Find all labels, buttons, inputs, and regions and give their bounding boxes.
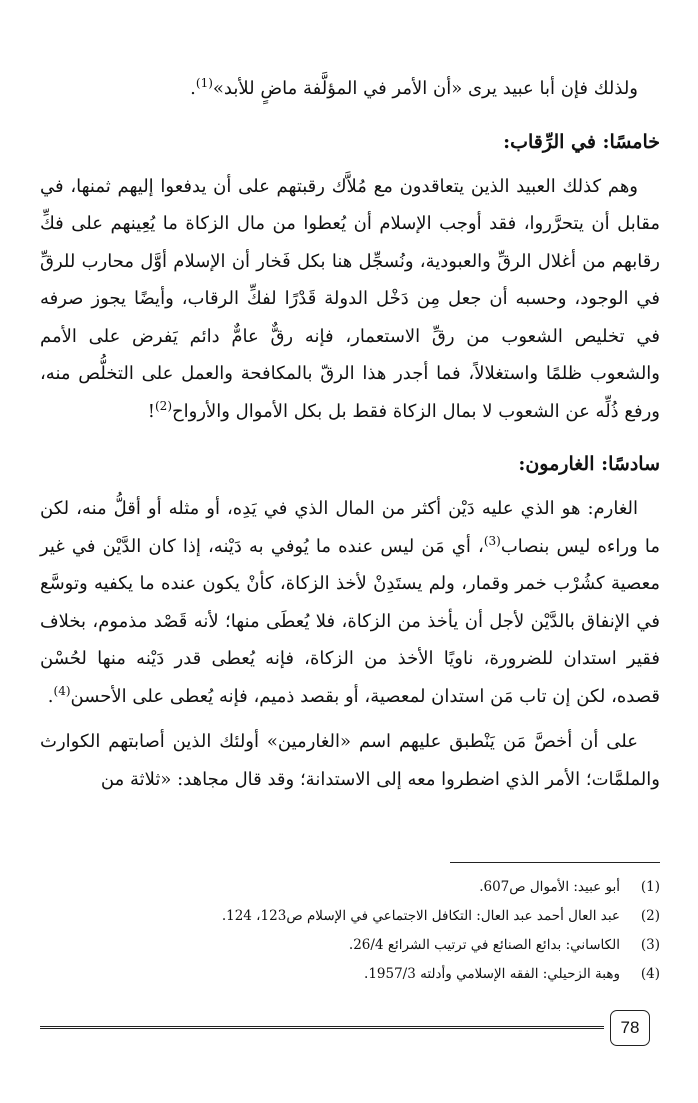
footnote-number: (1) <box>640 879 660 895</box>
page-body <box>40 70 660 798</box>
footnote-ref-1: (1) <box>195 76 213 90</box>
heading-riqab: خامسًا: في الرِّقاب: <box>503 130 660 153</box>
footnote-ref-3: (3) <box>483 533 501 548</box>
footnote-text: أبو عبيد: الأموال ص607. <box>479 879 620 895</box>
paragraph-3-text-a: الغارم: هو الذي عليه دَيْن أكثر من المال الذي في يَدِه، أو مثله أو أقلُّ منه، لكن ما وراءه ليس بنصاب <box>40 498 660 557</box>
footer-rule <box>40 1026 604 1029</box>
footnote-number: (2) <box>640 908 660 924</box>
paragraph-1-end: . <box>190 78 196 99</box>
footnote-ref-2: (2) <box>154 398 172 413</box>
footnote-text: عبد العال أحمد عبد العال: التكافل الاجتماعي في الإسلام ص123، 124. <box>221 908 620 924</box>
footnotes <box>40 862 660 989</box>
heading-gharimun: سادسًا: الغارمون: <box>518 453 660 475</box>
footnote-text: وهبة الزحيلي: الفقه الإسلامي وأدلته 1957/3. <box>364 966 620 982</box>
paragraph-2-text: وهم كذلك العبيد الذين يتعاقدون مع مُلاَّك رقبتهم على أن يدفعوا إليهم ثمنها، في مقابل أن يتحرَّروا، فقد أوجب الإسلام أن يُعطوا من مال الزكاة ما يُعِينهم على فكِّ رقابهم من أغلال الرقِّ والعبودية، ونُسجِّل هنا بكل فَخار أن الإسلام أوَّل محارب للرقِّ في الوجود، وحسبه أن جعل مِن دَخْل الدولة قَدْرًا لفكِّ الرقاب، وأيضًا يجوز صرفه في تخليص الشعوب من رقِّ الاستعمار، فإنه رقٌّ عامٌّ دائم يَفرض على الأمم والشعوب ظلمًا واستغلالاً، فما أجدر هذا الرقّ بالمكافحة والعمل على التخلُّص منه، ورفع ذُلِّه عن الشعوب لا بمال الزكاة فقط بل بكل الأموال والأرواح <box>40 175 660 422</box>
footnote-item <box>40 960 660 989</box>
footnote-item <box>40 931 660 960</box>
footnote-number: (4) <box>640 966 660 982</box>
paragraph-1 <box>40 70 660 108</box>
footnote-number: (3) <box>640 937 660 953</box>
footnote-divider <box>450 862 660 863</box>
footnote-ref-4: (4) <box>53 683 71 698</box>
paragraph-2 <box>40 168 660 431</box>
paragraph-3 <box>40 490 660 715</box>
paragraph-4: على أن أخصَّ مَن يَنْطبق عليهم اسم «الغارمين» أولئك الذين أصابتهم الكوارث والملمَّات؛ الأمر الذي اضطروا معه إلى الاستدانة؛ وقد قال مجاهد: «ثلاثة من <box>40 731 660 790</box>
footnote-item <box>40 902 660 931</box>
footnote-item <box>40 873 660 902</box>
paragraph-3-text-b: ، أي مَن ليس عنده ما يُوفي به دَيْنه، إذا كان الدَّيْن في غير معصية كشُرْب خمر وقمار، ولم يستَدِنْ لأخذ الزكاة، كأنْ يكون عنده ما يكفيه وتوسَّع في الإنفاق بالدَّيْن لأجل أن يأخذ من الزكاة، فلا يُعطَى منها؛ لأنه قَصْد مذموم، بخلاف فقير استدان للضرورة، ناويًا الأخذ من الزكاة، فإنه يُعطى قدر دَيْنه منها لحُسْن قصده، لكن إن تاب مَن استدان لمعصية، أو بقصد ذميم، فإنه يُعطى على الأحسن <box>40 535 660 707</box>
paragraph-1-text: ولذلك فإن أبا عبيد يرى «أن الأمر في المؤلَّفة ماضٍ للأبد» <box>212 78 638 99</box>
page-number: 78 <box>610 1010 650 1046</box>
footnote-text: الكاساني: بدائع الصنائع في ترتيب الشرائع 26/4. <box>348 937 620 953</box>
paragraph-3-end: . <box>47 685 54 707</box>
paragraph-2-end: ! <box>147 400 155 422</box>
